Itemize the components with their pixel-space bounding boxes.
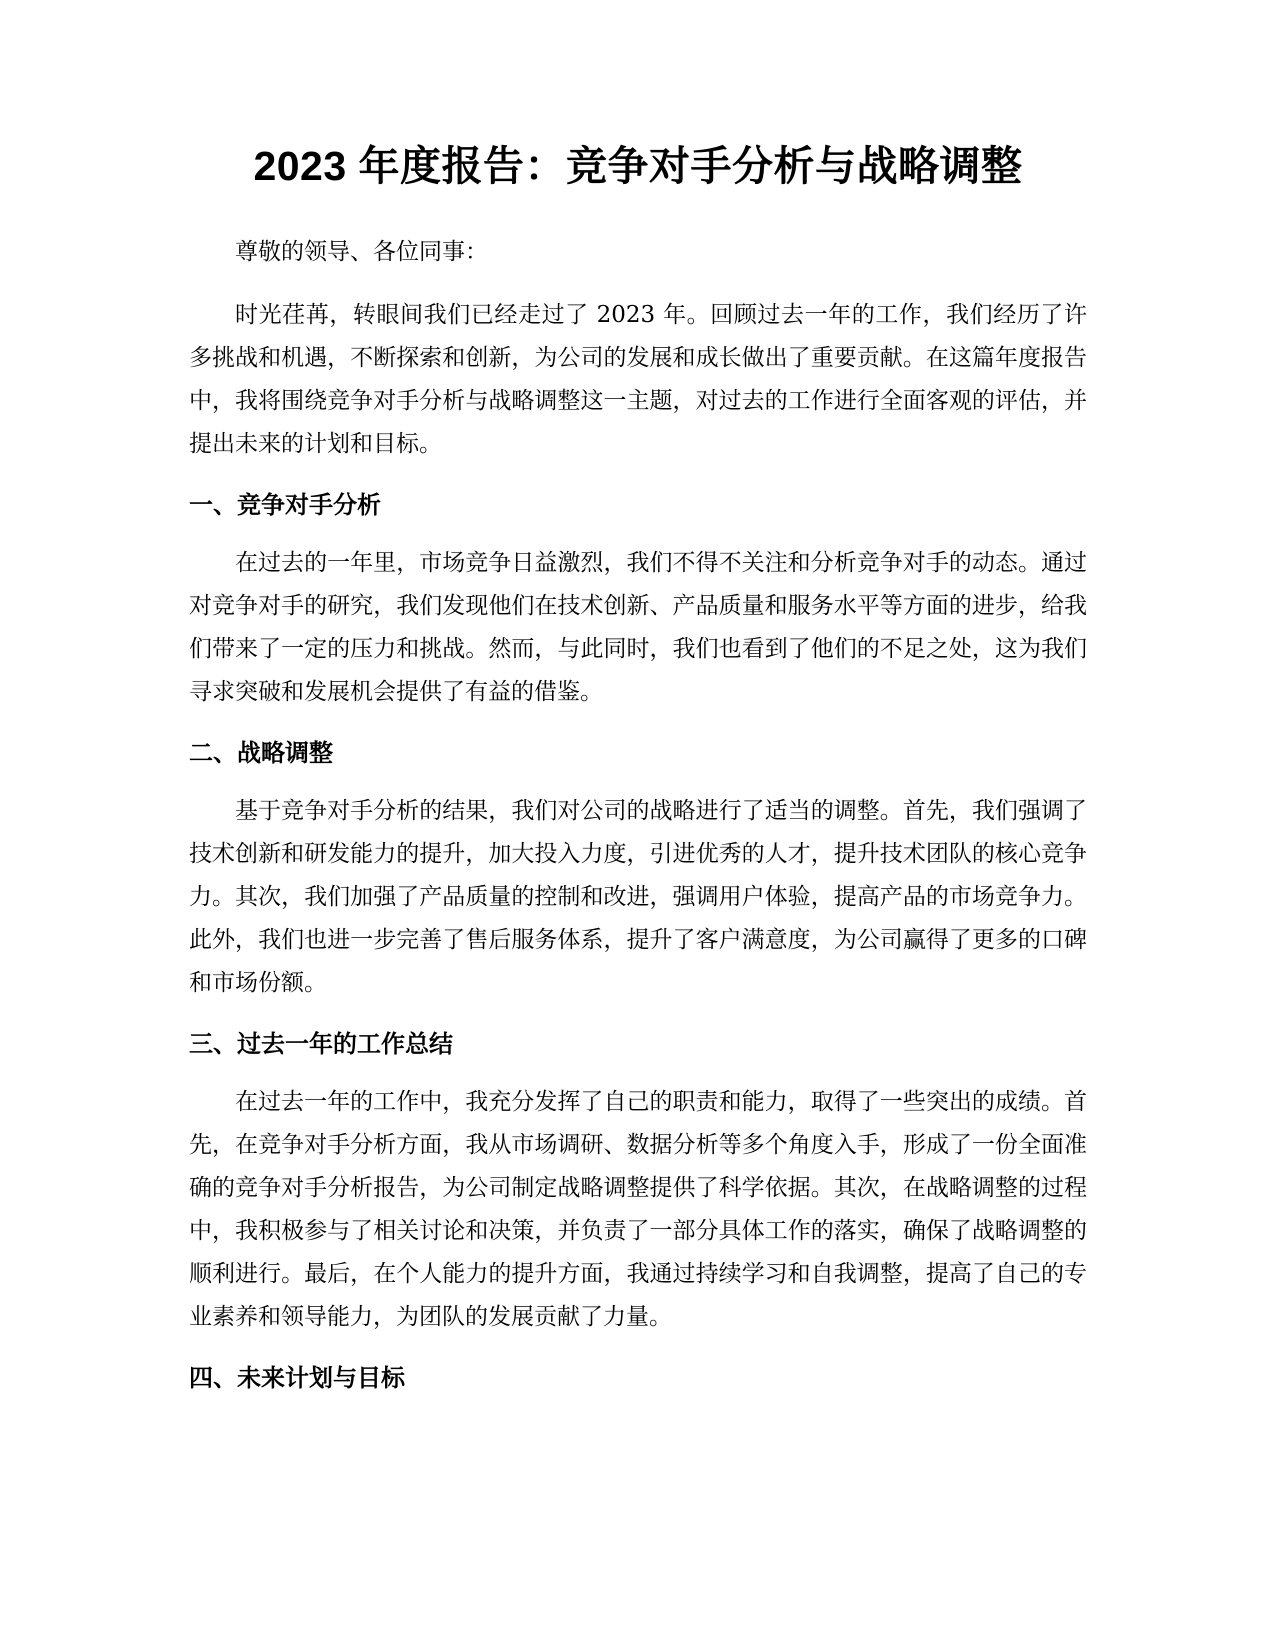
page-title: 2023 年度报告：竞争对手分析与战略调整 bbox=[253, 143, 1023, 189]
section-heading-strategy-adjustment: 二、战略调整 bbox=[189, 740, 333, 768]
section-heading-future-plans: 四、未来计划与目标 bbox=[189, 1365, 405, 1393]
salutation: 尊敬的领导、各位同事： bbox=[235, 239, 488, 266]
section-body-work-summary: 在过去一年的工作中，我充分发挥了自己的职责和能力，取得了一些突出的成绩。首先，在竞争对手分析方面，我从市场调研、数据分析等多个角度入手，形成了一份全面准确的竞争对手分析报告，为公司制定战略调整提供了科学依据。其次，在战略调整的过程中，我积极参与了相关讨论和决策，并负责了一部分具体工作的落实，确保了战略调整的顺利进行。最后，在个人能力的提升方面，我通过持续学习和自我调整，提高了自己的专业素养和领导能力，为团队的发展贡献了力量。 bbox=[189, 1089, 1087, 1331]
section-body-competitor-analysis: 在过去的一年里，市场竞争日益激烈，我们不得不关注和分析竞争对手的动态。通过对竞争对手的研究，我们发现他们在技术创新、产品质量和服务水平等方面的进步，给我们带来了一定的压力和挑战。然而，与此同时，我们也看到了他们的不足之处，这为我们寻求突破和发展机会提供了有益的借鉴。 bbox=[189, 550, 1087, 706]
intro-paragraph: 时光荏苒，转眼间我们已经走过了 2023 年。回顾过去一年的工作，我们经历了许多挑战和机遇，不断探索和创新，为公司的发展和成长做出了重要贡献。在这篇年度报告中，我将围绕竞争对手分析与战略调整这一主题，对过去的工作进行全面客观的评估，并提出未来的计划和目标。 bbox=[189, 302, 1087, 458]
section-heading-competitor-analysis: 一、竞争对手分析 bbox=[189, 492, 381, 520]
section-heading-work-summary: 三、过去一年的工作总结 bbox=[189, 1031, 453, 1059]
section-body-strategy-adjustment: 基于竞争对手分析的结果，我们对公司的战略进行了适当的调整。首先，我们强调了技术创新和研发能力的提升，加大投入力度，引进优秀的人才，提升技术团队的核心竞争力。其次，我们加强了产品质量的控制和改进，强调用户体验，提高产品的市场竞争力。此外，我们也进一步完善了售后服务体系，提升了客户满意度，为公司赢得了更多的口碑和市场份额。 bbox=[189, 798, 1087, 997]
document-content bbox=[189, 142, 1087, 1415]
